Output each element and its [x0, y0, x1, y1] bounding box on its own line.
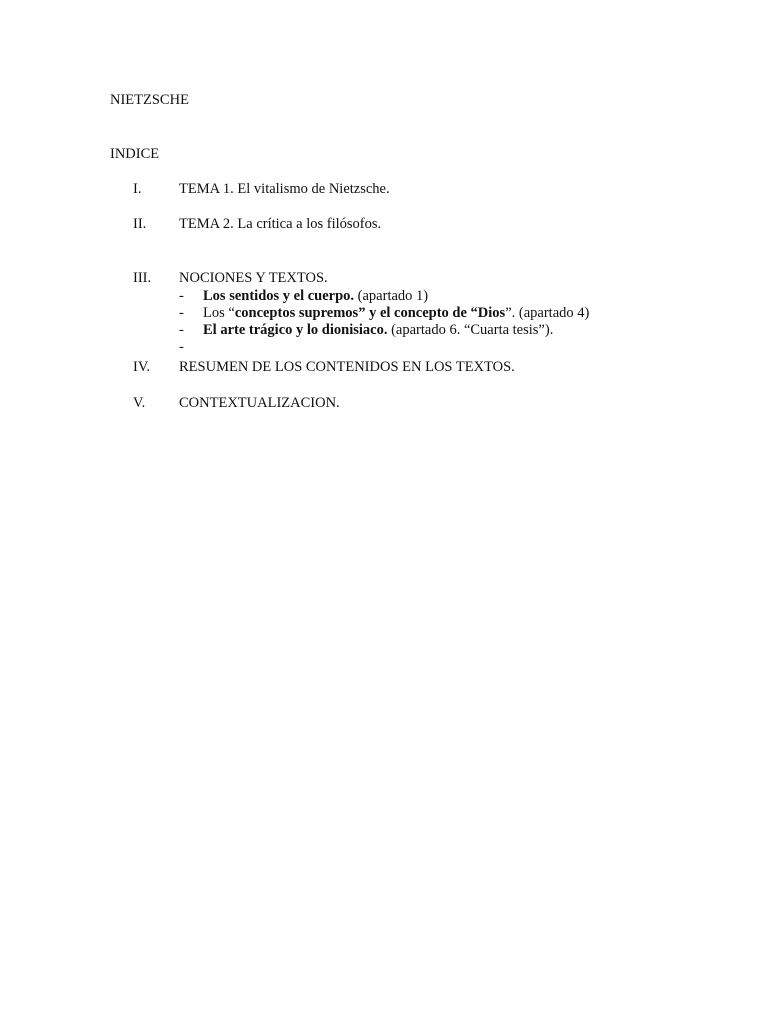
subitem-1-bold: Los sentidos y el cuerpo.: [203, 288, 355, 304]
item-text-1: TEMA 1. El vitalismo de Nietzsche.: [179, 181, 390, 197]
subitem-dash-1: -: [179, 288, 184, 304]
subitem-1: [203, 288, 428, 305]
subitem-2-pre: Los “: [203, 305, 235, 321]
subitem-dash-4: -: [179, 339, 184, 355]
subitem-2-post: ”. (apartado 4): [505, 305, 590, 321]
item-text-4: RESUMEN DE LOS CONTENIDOS EN LOS TEXTOS.: [179, 359, 515, 375]
item-numeral-4: IV.: [133, 359, 151, 375]
subitem-1-rest: (apartado 1): [354, 288, 429, 304]
item-text-5: CONTEXTUALIZACION.: [179, 395, 340, 411]
item-text-2: TEMA 2. La crítica a los filósofos.: [179, 216, 382, 232]
subitem-3-rest: (apartado 6. “Cuarta tesis”).: [387, 322, 554, 338]
item-numeral-1: I.: [133, 181, 142, 197]
item-numeral-5: V.: [133, 395, 146, 411]
item-numeral-3: III.: [133, 270, 152, 286]
subitem-dash-3: -: [179, 322, 184, 338]
item-text-3: NOCIONES Y TEXTOS.: [179, 270, 328, 286]
subitem-3-bold: El arte trágico y lo dionisiaco.: [203, 322, 388, 338]
index-label: INDICE: [110, 146, 160, 162]
document-heading: NIETZSCHE: [110, 92, 189, 108]
item-numeral-2: II.: [133, 216, 147, 232]
subitem-dash-2: -: [179, 305, 184, 321]
subitem-2: [203, 305, 589, 322]
subitem-2-bold: conceptos supremos” y el concepto de “Dios: [234, 305, 506, 321]
subitem-3: [203, 322, 553, 339]
